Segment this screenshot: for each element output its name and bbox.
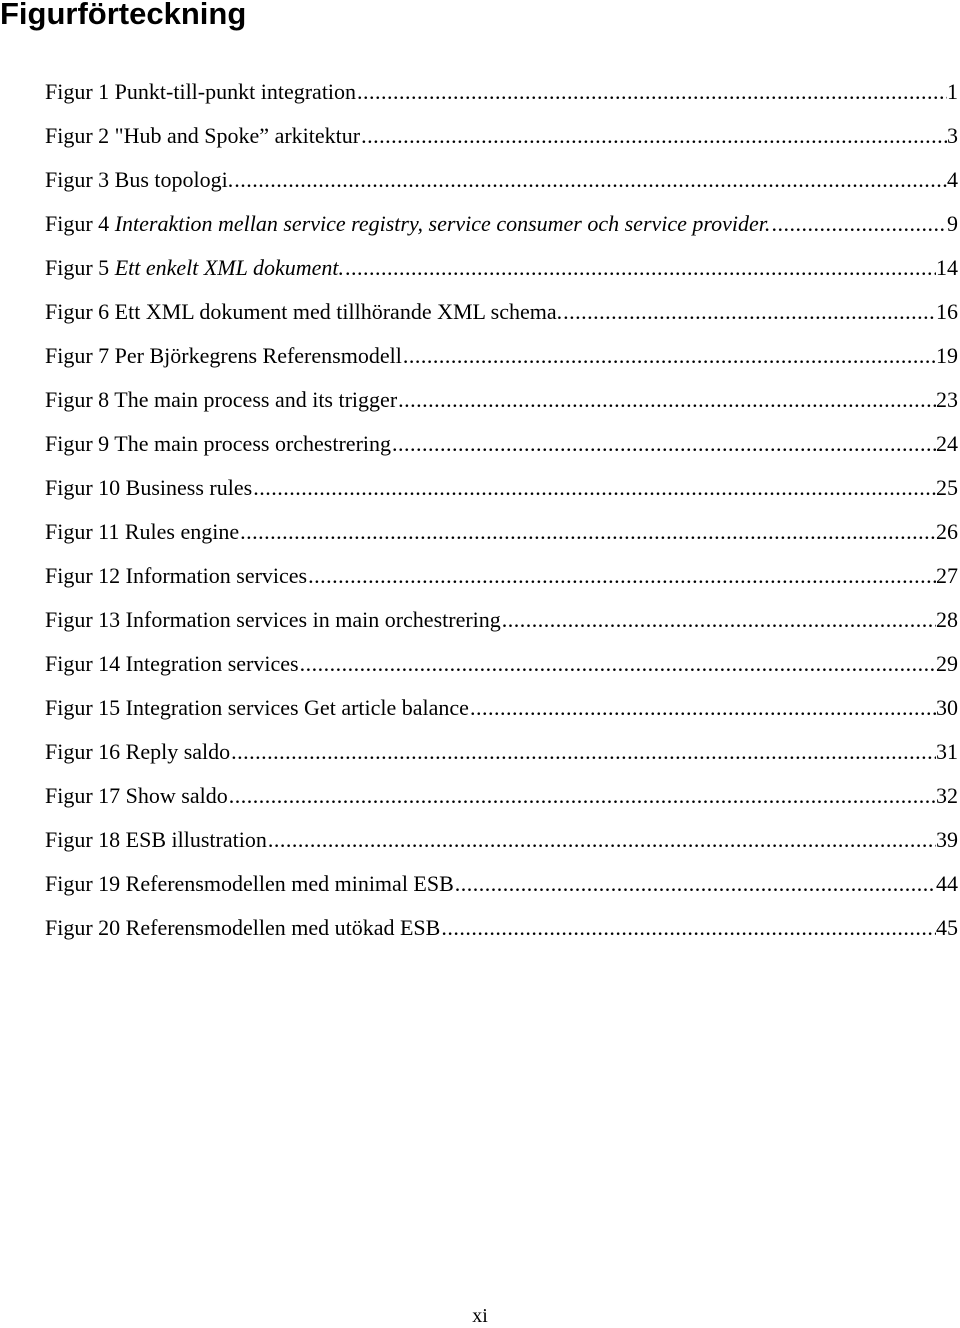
toc-entry-label: [45, 510, 239, 554]
toc-entry-label: [45, 906, 440, 950]
toc-entry[interactable]: [45, 202, 960, 246]
dot-leader: [230, 730, 936, 774]
dot-leader: [391, 422, 936, 466]
toc-entry-page: 24: [936, 431, 958, 456]
toc-entry[interactable]: [45, 730, 960, 774]
toc-entry-italic-text: Ett enkelt XML dokument.: [114, 255, 345, 280]
toc-entry-label: [45, 202, 770, 246]
dot-leader: [356, 70, 947, 114]
toc-entry-page: 25: [936, 475, 958, 500]
toc-entry-label: [45, 70, 356, 114]
toc-entry-text: Figur 14 Integration services: [45, 651, 299, 676]
toc-entry-text: Figur 13 Information services in main orchestrering: [45, 607, 501, 632]
toc-entry-page: 26: [936, 519, 958, 544]
dot-leader: [307, 554, 936, 598]
toc-entry[interactable]: [45, 70, 960, 114]
toc-entry-text: Figur 6 Ett XML dokument med tillhörande XML schema.: [45, 299, 563, 324]
toc-entry-page: 23: [936, 387, 958, 412]
toc-entry[interactable]: [45, 554, 960, 598]
toc-entry[interactable]: [45, 422, 960, 466]
toc-entry-label: [45, 158, 233, 202]
toc-entry-label: [45, 290, 562, 334]
dot-leader: [402, 334, 936, 378]
dot-leader: [228, 774, 936, 818]
toc-entry-text: Figur 12 Information services: [45, 563, 308, 588]
toc-entry-label: [45, 730, 230, 774]
dot-leader: [344, 246, 936, 290]
toc-entry[interactable]: [45, 862, 960, 906]
toc-entry[interactable]: [45, 598, 960, 642]
toc-entry-page: 39: [936, 827, 958, 852]
dot-leader: [252, 466, 936, 510]
dot-leader: [770, 202, 947, 246]
toc-entry[interactable]: [45, 334, 960, 378]
toc-entry[interactable]: [45, 114, 960, 158]
dot-leader: [239, 510, 936, 554]
toc-entry-label: [45, 114, 360, 158]
toc-entry-label: [45, 818, 267, 862]
table-of-figures: [45, 70, 960, 950]
toc-entry-text: Figur 5: [45, 255, 115, 280]
toc-entry-label: [45, 862, 454, 906]
dot-leader: [267, 818, 936, 862]
toc-entry-label: [45, 466, 252, 510]
toc-entry[interactable]: [45, 378, 960, 422]
dot-leader: [360, 114, 947, 158]
dot-leader: [562, 290, 936, 334]
toc-entry-text: Figur 10 Business rules: [45, 475, 253, 500]
toc-entry-label: [45, 422, 391, 466]
toc-entry-label: [45, 554, 307, 598]
toc-entry-text: Figur 4: [45, 211, 115, 236]
toc-entry-label: [45, 598, 501, 642]
dot-leader: [501, 598, 936, 642]
toc-entry[interactable]: [45, 774, 960, 818]
toc-entry-page: 44: [936, 871, 958, 896]
toc-entry[interactable]: [45, 906, 960, 950]
toc-entry-page: 4: [947, 167, 958, 192]
page-title: Figurförteckning: [0, 0, 247, 31]
toc-entry-text: Figur 9 The main process orchestrering: [45, 431, 392, 456]
toc-entry-text: Figur 7 Per Björkegrens Referensmodell: [45, 343, 402, 368]
page-number: xi: [472, 1305, 488, 1327]
toc-entry[interactable]: [45, 510, 960, 554]
toc-entry-label: [45, 246, 344, 290]
toc-entry-page: 1: [947, 79, 958, 104]
toc-entry[interactable]: [45, 818, 960, 862]
toc-entry-page: 14: [936, 255, 958, 280]
dot-leader: [440, 906, 936, 950]
toc-entry[interactable]: [45, 466, 960, 510]
toc-entry-label: [45, 378, 397, 422]
toc-entry-text: Figur 19 Referensmodellen med minimal ESB: [45, 871, 454, 896]
toc-entry[interactable]: [45, 686, 960, 730]
toc-entry-italic-text: Interaktion mellan service registry, service consumer och service provider.: [114, 211, 771, 236]
toc-entry-label: [45, 686, 469, 730]
toc-entry-text: Figur 8 The main process and its trigger: [45, 387, 398, 412]
toc-entry-page: 19: [936, 343, 958, 368]
toc-entry-text: Figur 20 Referensmodellen med utökad ESB: [45, 915, 441, 940]
toc-entry-page: 9: [947, 211, 958, 236]
dot-leader: [469, 686, 936, 730]
toc-entry-text: Figur 1 Punkt-till-punkt integration: [45, 79, 357, 104]
toc-entry[interactable]: [45, 158, 960, 202]
toc-entry-text: Figur 16 Reply saldo: [45, 739, 231, 764]
toc-entry[interactable]: [45, 642, 960, 686]
toc-entry-page: 16: [936, 299, 958, 324]
toc-entry-label: [45, 334, 402, 378]
toc-entry-page: 27: [936, 563, 958, 588]
dot-leader: [233, 158, 947, 202]
toc-entry[interactable]: [45, 290, 960, 334]
toc-entry-label: [45, 642, 299, 686]
dot-leader: [397, 378, 936, 422]
toc-entry-text: Figur 15 Integration services Get article balance: [45, 695, 469, 720]
dot-leader: [454, 862, 936, 906]
toc-entry-page: 30: [936, 695, 958, 720]
toc-entry-page: 31: [936, 739, 958, 764]
toc-entry-text: Figur 18 ESB illustration: [45, 827, 267, 852]
toc-entry-page: 29: [936, 651, 958, 676]
toc-entry-label: [45, 774, 228, 818]
toc-entry-page: 3: [947, 123, 958, 148]
toc-entry-text: Figur 11 Rules engine: [45, 519, 240, 544]
toc-entry-page: 32: [936, 783, 958, 808]
dot-leader: [299, 642, 936, 686]
toc-entry-page: 45: [936, 915, 958, 940]
toc-entry[interactable]: [45, 246, 960, 290]
toc-entry-page: 28: [936, 607, 958, 632]
toc-entry-text: Figur 17 Show saldo: [45, 783, 228, 808]
toc-entry-text: Figur 2 "Hub and Spoke” arkitektur: [45, 123, 361, 148]
toc-entry-text: Figur 3 Bus topologi.: [45, 167, 234, 192]
